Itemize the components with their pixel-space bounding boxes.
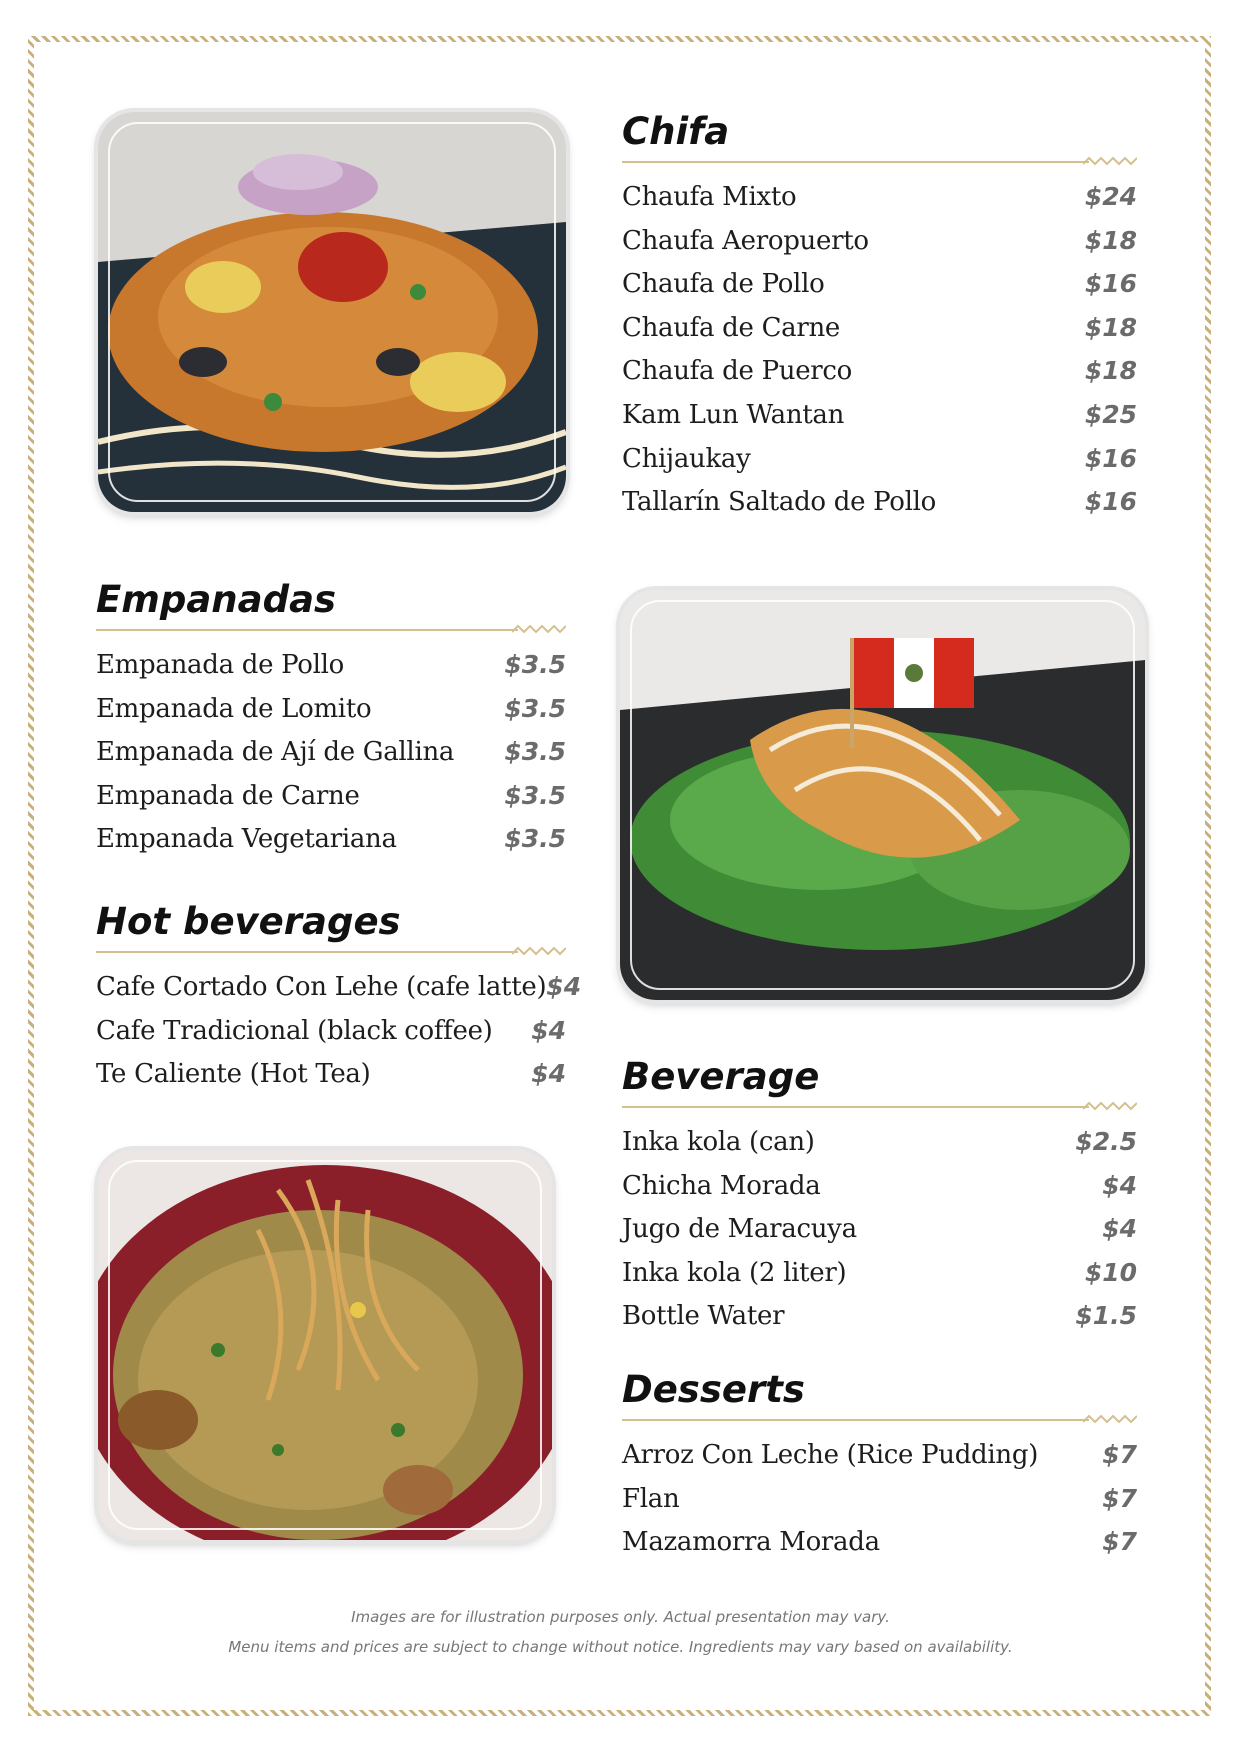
- menu-item-name: Cafe Tradicional (black coffee): [96, 1015, 493, 1046]
- menu-item: [622, 182, 1137, 226]
- menu-item-name: Chaufa Aeropuerto: [622, 225, 869, 256]
- fried-rice-seafood-photo-icon: [98, 112, 566, 512]
- menu-item-name: Empanada de Carne: [96, 780, 360, 811]
- menu-item: [96, 737, 566, 781]
- menu-item-price: $4: [546, 972, 582, 1001]
- menu-item-name: Chaufa de Puerco: [622, 356, 853, 387]
- menu-item-name: Chicha Morada: [622, 1170, 821, 1201]
- menu-item: [622, 313, 1137, 357]
- menu-item: [622, 1258, 1137, 1302]
- menu-item-price: $1.5: [1075, 1301, 1137, 1331]
- section-divider: [96, 944, 566, 958]
- hot-beverages-section: [96, 900, 582, 1103]
- menu-item: [622, 1527, 1137, 1571]
- menu-item: [622, 444, 1137, 488]
- menu-item-name: Te Caliente (Hot Tea): [96, 1059, 371, 1090]
- menu-item: [96, 1059, 566, 1103]
- section-title: Desserts: [622, 1368, 805, 1411]
- menu-item-price: $25: [1084, 399, 1137, 429]
- menu-item-price: $4: [1102, 1214, 1137, 1244]
- menu-item-price: $16: [1084, 487, 1137, 517]
- menu-item-price: $3.5: [504, 780, 566, 810]
- menu-item-price: $18: [1084, 312, 1137, 342]
- menu-item: [622, 487, 1137, 531]
- menu-item: [96, 972, 582, 1016]
- menu-item-price: $16: [1084, 443, 1137, 473]
- menu-item: [96, 650, 566, 694]
- section-divider: [622, 1412, 1137, 1426]
- menu-item-name: Cafe Cortado Con Lehe (cafe latte): [96, 972, 547, 1002]
- menu-item-name: Inka kola (2 liter): [622, 1257, 847, 1288]
- menu-item-price: $4: [1102, 1170, 1137, 1200]
- footer-disclaimer-prices: Menu items and prices are subject to change without notice. Ingredients may vary based on availability.: [228, 1638, 1013, 1656]
- menu-item-price: $24: [1084, 182, 1137, 211]
- menu-item-price: $3.5: [504, 737, 566, 767]
- menu-item-name: Bottle Water: [622, 1301, 785, 1332]
- menu-item-name: Jugo de Maracuya: [622, 1214, 857, 1245]
- menu-item-name: Empanada de Ají de Gallina: [96, 737, 455, 768]
- menu-item-price: $18: [1084, 225, 1137, 255]
- menu-item-name: Inka kola (can): [622, 1127, 815, 1157]
- menu-item: [622, 1484, 1137, 1528]
- menu-item-price: $7: [1102, 1440, 1137, 1469]
- section-title: Chifa: [622, 110, 730, 153]
- menu-item-name: Kam Lun Wantan: [622, 399, 845, 430]
- desserts-section: [622, 1368, 1137, 1571]
- empanadas-section: [96, 578, 566, 868]
- menu-item-name: Chaufa Mixto: [622, 182, 797, 212]
- menu-item-price: $3.5: [504, 650, 566, 679]
- menu-item: [96, 824, 566, 868]
- menu-item: [622, 1214, 1137, 1258]
- menu-item: [622, 1301, 1137, 1345]
- menu-item-price: $3.5: [504, 824, 566, 854]
- menu-item-price: $16: [1084, 269, 1137, 299]
- section-divider: [622, 1099, 1137, 1113]
- menu-item: [622, 269, 1137, 313]
- beverage-section: [622, 1055, 1137, 1345]
- menu-item: [622, 1171, 1137, 1215]
- section-title: Empanadas: [96, 578, 337, 621]
- menu-item-name: Flan: [622, 1483, 680, 1514]
- menu-item-name: Chaufa de Carne: [622, 312, 841, 343]
- menu-item-name: Chaufa de Pollo: [622, 269, 825, 300]
- footer-disclaimer-images: Images are for illustration purposes only. Actual presentation may vary.: [351, 1608, 890, 1626]
- menu-item: [96, 1016, 566, 1060]
- chaufa-seafood-photo: [98, 112, 566, 512]
- menu-item: [622, 226, 1137, 270]
- fried-rice-noodles-photo-icon: [98, 1150, 552, 1540]
- menu-item-price: $10: [1084, 1257, 1137, 1287]
- menu-item-price: $4: [531, 1059, 566, 1089]
- menu-item: [96, 694, 566, 738]
- menu-item-name: Mazamorra Morada: [622, 1527, 880, 1558]
- menu-item-name: Empanada de Lomito: [96, 693, 372, 724]
- menu-item-price: $7: [1102, 1483, 1137, 1513]
- tallarin-rice-photo: [98, 1150, 552, 1540]
- menu-item-price: $2.5: [1075, 1127, 1137, 1156]
- menu-item: [622, 1127, 1137, 1171]
- empanada-photo: [620, 590, 1145, 1000]
- menu-item-name: Tallarín Saltado de Pollo: [622, 487, 937, 518]
- section-divider: [96, 622, 566, 636]
- menu-item-price: $18: [1084, 356, 1137, 386]
- menu-item: [622, 1440, 1137, 1484]
- menu-item-name: Arroz Con Leche (Rice Pudding): [622, 1440, 1039, 1470]
- section-divider: [622, 154, 1137, 168]
- menu-item: [622, 400, 1137, 444]
- menu-item-name: Empanada de Pollo: [96, 650, 345, 680]
- menu-item-price: $3.5: [504, 693, 566, 723]
- chifa-section: [622, 110, 1137, 531]
- menu-item-name: Chijaukay: [622, 443, 751, 474]
- section-title: Hot beverages: [96, 900, 401, 943]
- menu-item-price: $4: [531, 1015, 566, 1045]
- menu-item: [96, 781, 566, 825]
- empanada-with-peru-flag-photo-icon: [620, 590, 1145, 1000]
- menu-item-price: $7: [1102, 1527, 1137, 1557]
- section-title: Beverage: [622, 1055, 820, 1098]
- menu-item-name: Empanada Vegetariana: [96, 824, 397, 855]
- menu-item: [622, 356, 1137, 400]
